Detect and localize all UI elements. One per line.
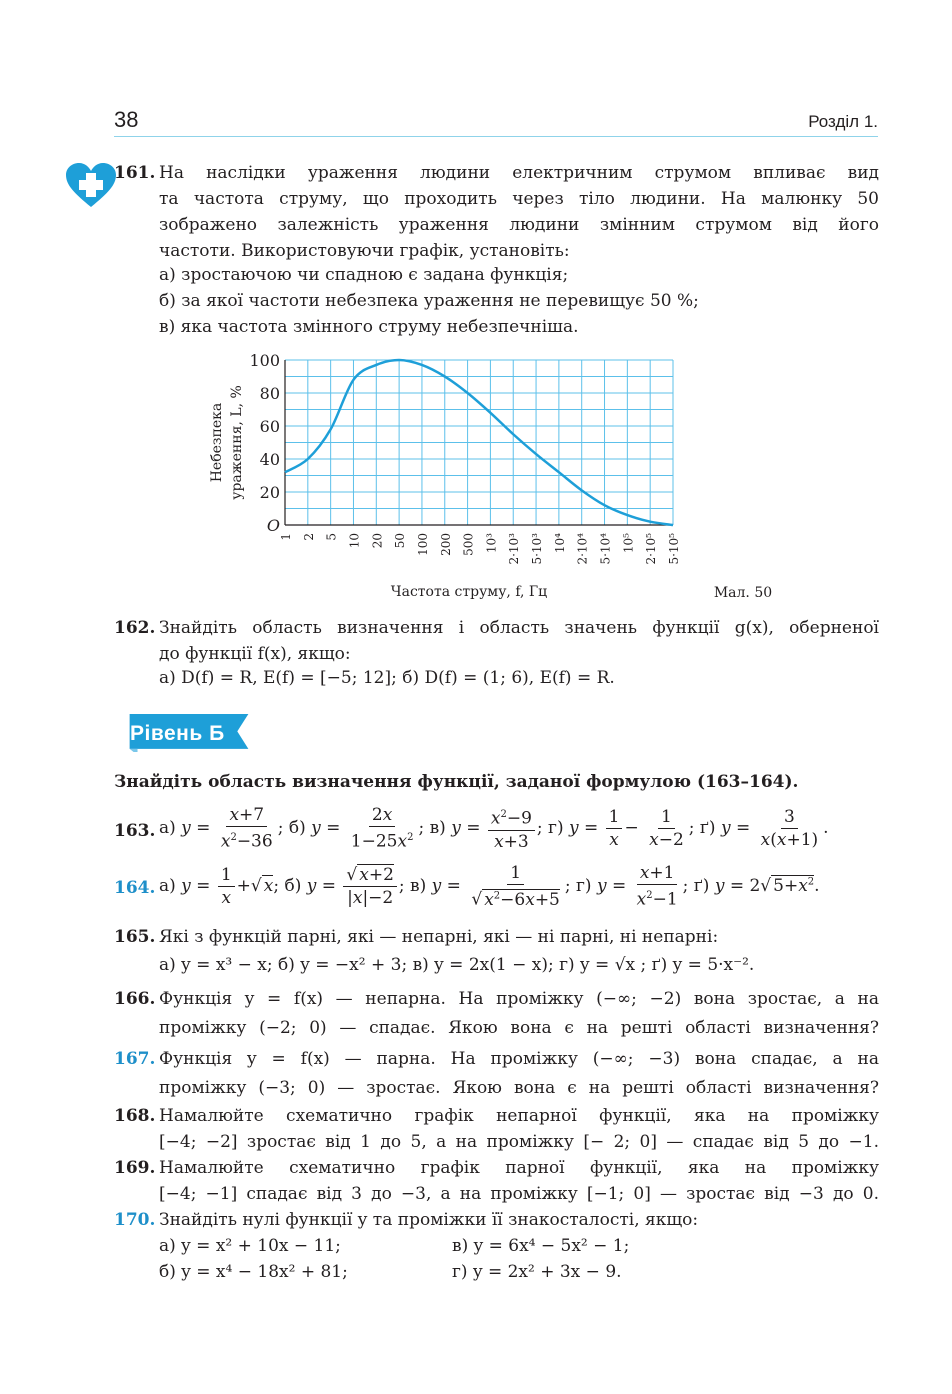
problem-161-line-4: частоти. Використовуючи графік, установіть: [159, 241, 570, 261]
x-tick-label: 200 [438, 533, 453, 556]
problem-166-line-2: проміжку (−2; 0) — спадає. Якою вона є на решті області визначення? [159, 1018, 879, 1038]
problem-162-line-3: а) D(f) = R, E(f) = [−5; 12]; б) D(f) = (1; 6), E(f) = R. [159, 668, 615, 688]
problem-170-option-v: в) y = 6x⁴ − 5x² − 1; [452, 1236, 630, 1256]
problem-167-number: 167. [114, 1049, 156, 1069]
header-divider [114, 136, 878, 137]
problem-164-formulas: а) y = $\frac{1}{x}$ +√ x; б) y = $\frac{√ x+2}{|x|-2}$ ; в) y = $\frac{1}{√ x^2-6x+5}$ ; г) y = $\frac{x+1}{x^2-1}$ ; ґ) y = 2√ $5+x^2$. [159, 863, 820, 910]
problem-170-option-g: г) y = 2x² + 3x − 9. [452, 1262, 622, 1282]
x-tick-label: 5·10⁴ [598, 533, 613, 565]
x-tick-label: 100 [415, 533, 430, 556]
problem-170-number: 170. [114, 1210, 156, 1230]
x-tick-label: 10⁴ [552, 533, 567, 554]
x-tick-label: 5·10⁵ [667, 533, 681, 565]
problem-167-line-2: проміжку (−3; 0) — зростає. Якою вона є на решті області визначення? [159, 1078, 879, 1098]
heart-medical-icon [66, 163, 116, 209]
problem-162-line-1: Знайдіть область визначення і область значень функції g(x), оберненої [159, 618, 879, 638]
problem-166-line-1: Функція y = f(x) — непарна. На проміжку (−∞; −2) вона зростає, а на [159, 989, 879, 1009]
y-axis-label-line-1: Небезпека [209, 402, 225, 483]
task-heading: Знайдіть область визначення функції, заданої формулою (163–164). [114, 772, 799, 792]
problem-161-number: 161. [114, 163, 156, 183]
y-tick-label: 80 [259, 384, 280, 403]
x-axis-label: Частота струму, f, Гц [390, 584, 548, 600]
problem-169-line-1: Намалюйте схематично графік парної функції, яка на проміжку [159, 1158, 879, 1178]
problem-162-number: 162. [114, 618, 156, 638]
problem-162-line-2: до функції f(x), якщо: [159, 644, 351, 664]
problem-169-number: 169. [114, 1158, 156, 1178]
x-tick-label: 2 [301, 533, 316, 541]
problem-169-line-2: [−4; −1] спадає від 3 до −3, а на проміжку [−1; 0] — зростає від −3 до 0. [159, 1184, 879, 1204]
problem-170-option-b: б) y = x⁴ − 18x² + 81; [159, 1262, 348, 1282]
y-axis-label-line-2: ураження, L, % [229, 385, 245, 500]
origin-label: O [266, 516, 280, 535]
problem-168-line-1: Намалюйте схематично графік непарної функції, яка на проміжку [159, 1106, 879, 1126]
problem-161-option-b: б) за якої частоти небезпека ураження не перевищує 50 %; [159, 291, 699, 311]
level-label: Рівень Б [130, 722, 225, 745]
x-tick-label: 2·10⁴ [575, 533, 590, 565]
problem-170-option-a: а) y = x² + 10x − 11; [159, 1236, 341, 1256]
figure-caption: Мал. 50 [713, 585, 773, 601]
x-tick-label: 2·10³ [507, 533, 522, 565]
problem-161-line-1: На наслідки ураження людини електричним струмом впливає вид [159, 163, 879, 183]
problem-161-option-c: в) яка частота змінного струму небезпечніша. [159, 317, 579, 337]
x-tick-label: 500 [461, 533, 476, 556]
problem-166-number: 166. [114, 989, 156, 1009]
x-tick-label: 1 [279, 533, 293, 541]
problem-167-line-1: Функція y = f(x) — парна. На проміжку (−∞; −3) вона спадає, а на [159, 1049, 879, 1069]
problem-161-option-a: а) зростаючою чи спадною є задана функція; [159, 265, 569, 285]
problem-161-line-3: зображено залежність ураження людини змінним струмом від його [159, 215, 879, 235]
section-title: Розділ 1. [808, 112, 878, 131]
y-tick-label: 20 [259, 483, 280, 502]
problem-168-line-2: [−4; −2] зростає від 1 до 5, а на проміжку [− 2; 0] — спадає від 5 до −1. [159, 1132, 879, 1152]
x-tick-label: 50 [393, 533, 408, 549]
problem-163-number: 163. [114, 821, 156, 841]
figure-50-chart [195, 348, 795, 608]
y-tick-label: 60 [259, 417, 280, 436]
x-tick-label: 10³ [484, 533, 499, 554]
problem-163-formulas: а) y = $\frac{x+7}{x^2-36}$ ; б) y = $\frac{2x}{1-25x^2}$ ; в) y = $\frac{x^2-9}{x+3}$ ; г) y = $\frac{1}{x}$ − $\frac{1}{x-2}$ ; ґ) y = $\frac{3}{x(x+1)}$ . [159, 805, 829, 852]
y-tick-label: 100 [249, 351, 280, 370]
problem-165-number: 165. [114, 927, 156, 947]
problem-161-line-2: та частота струму, що проходить через тіло людини. На малюнку 50 [159, 189, 879, 209]
x-tick-label: 2·10⁵ [644, 533, 659, 565]
x-tick-label: 5·10³ [530, 533, 545, 565]
y-tick-label: 40 [259, 450, 280, 469]
x-tick-label: 20 [370, 533, 385, 549]
x-tick-label: 5 [324, 533, 339, 541]
problem-170-line-1: Знайдіть нулі функції y та проміжки її знакосталості, якщо: [159, 1210, 699, 1230]
x-tick-label: 10 [347, 533, 362, 549]
problem-168-number: 168. [114, 1106, 156, 1126]
problem-164-number: 164. [114, 878, 156, 898]
page-number: 38 [114, 107, 139, 132]
x-tick-label: 10⁵ [621, 533, 636, 554]
problem-165-line-1: Які з функцій парні, які — непарні, які — ні парні, ні непарні: [159, 927, 719, 947]
problem-165-line-2: а) y = x³ − x; б) y = −x² + 3; в) y = 2x(1 − x); г) y = √x ; ґ) y = 5·x⁻². [159, 955, 755, 975]
